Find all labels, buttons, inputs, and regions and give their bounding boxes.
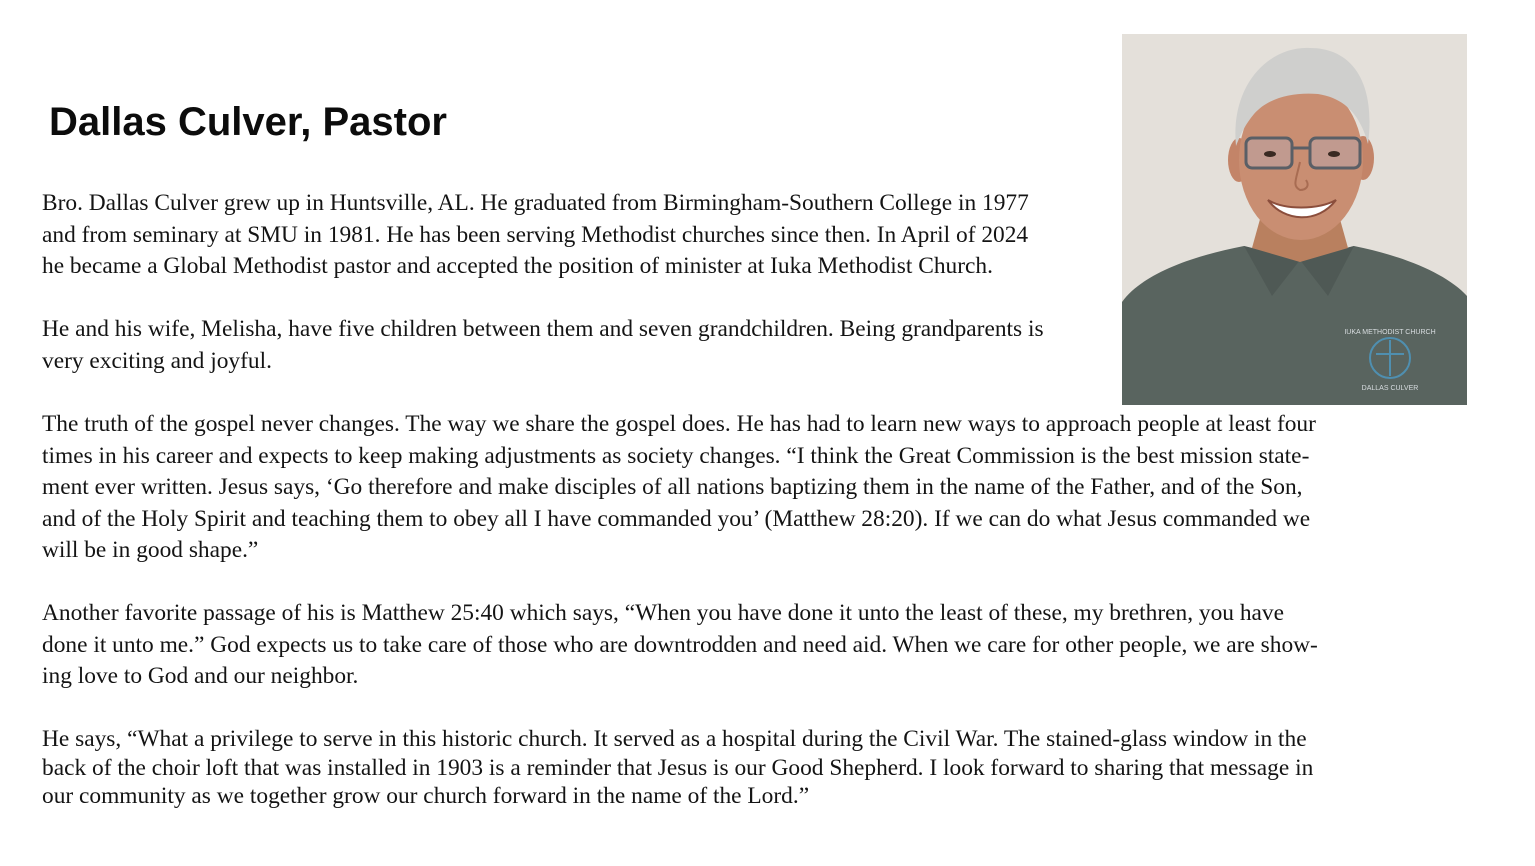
bio-line: The truth of the gospel never changes. The way we share the gospel does. He has had to learn new ways to approach people at least four	[42, 411, 1316, 437]
bio-line: back of the choir loft that was installed in 1903 is a reminder that Jesus is our Good Shepherd. I look forward to sharing that message in	[42, 754, 1314, 781]
eye-left	[1264, 151, 1276, 157]
bio-line: will be in good shape.”	[42, 537, 259, 563]
bio-line: He says, “What a privilege to serve in this historic church. It served as a hospital during the Civil War. The stained-glass window in the	[42, 726, 1307, 752]
bio-line: ing love to God and our neighbor.	[42, 663, 359, 689]
bio-paragraph-2	[42, 314, 1044, 377]
logo-pastor-name: DALLAS CULVER	[1361, 385, 1419, 392]
bio-line: times in his career and expects to keep making adjustments as society changes. “I think the Great Commission is the best mission state-	[42, 442, 1310, 469]
bio-paragraph-1	[42, 188, 1029, 283]
bio-line: and from seminary at SMU in 1981. He has been serving Methodist churches since then. In April of 2024	[42, 221, 1029, 248]
eye-right	[1328, 151, 1340, 157]
portrait-illustration	[1122, 34, 1467, 405]
bio-line: he became a Global Methodist pastor and accepted the position of minister at Iuka Methodist Church.	[42, 253, 993, 279]
bio-line: very exciting and joyful.	[42, 347, 272, 374]
polo-shirt	[1122, 246, 1467, 405]
bio-line: He and his wife, Melisha, have five children between them and seven grandchildren. Being grandparents is	[42, 316, 1044, 342]
bio-line: Another favorite passage of his is Matthew 25:40 which says, “When you have done it unto the least of these, my brethren, you have	[42, 600, 1284, 626]
bio-paragraph-5	[42, 725, 1313, 811]
pastor-portrait-photo	[1122, 34, 1467, 405]
bio-line: our community as we together grow our church forward in the name of the Lord.”	[42, 783, 810, 809]
bio-line: and of the Holy Spirit and teaching them to obey all I have commanded you’ (Matthew 28:20). If we can do what Jesus commanded we	[42, 505, 1311, 532]
bio-paragraph-3	[42, 409, 1316, 567]
bio-line: Bro. Dallas Culver grew up in Huntsville, AL. He graduated from Birmingham-Southern College in 1977	[42, 190, 1029, 216]
bio-paragraph-4	[42, 598, 1318, 693]
bio-line: ment ever written. Jesus says, ‘Go therefore and make disciples of all nations baptizing them in the name of the Father, and of the Son,	[42, 474, 1303, 500]
bio-line: done it unto me.” God expects us to take care of those who are downtrodden and need aid. When we care for other people, we are show-	[42, 631, 1318, 658]
logo-church-name: IUKA METHODIST CHURCH	[1344, 329, 1436, 336]
page-title: Dallas Culver, Pastor	[49, 100, 447, 144]
